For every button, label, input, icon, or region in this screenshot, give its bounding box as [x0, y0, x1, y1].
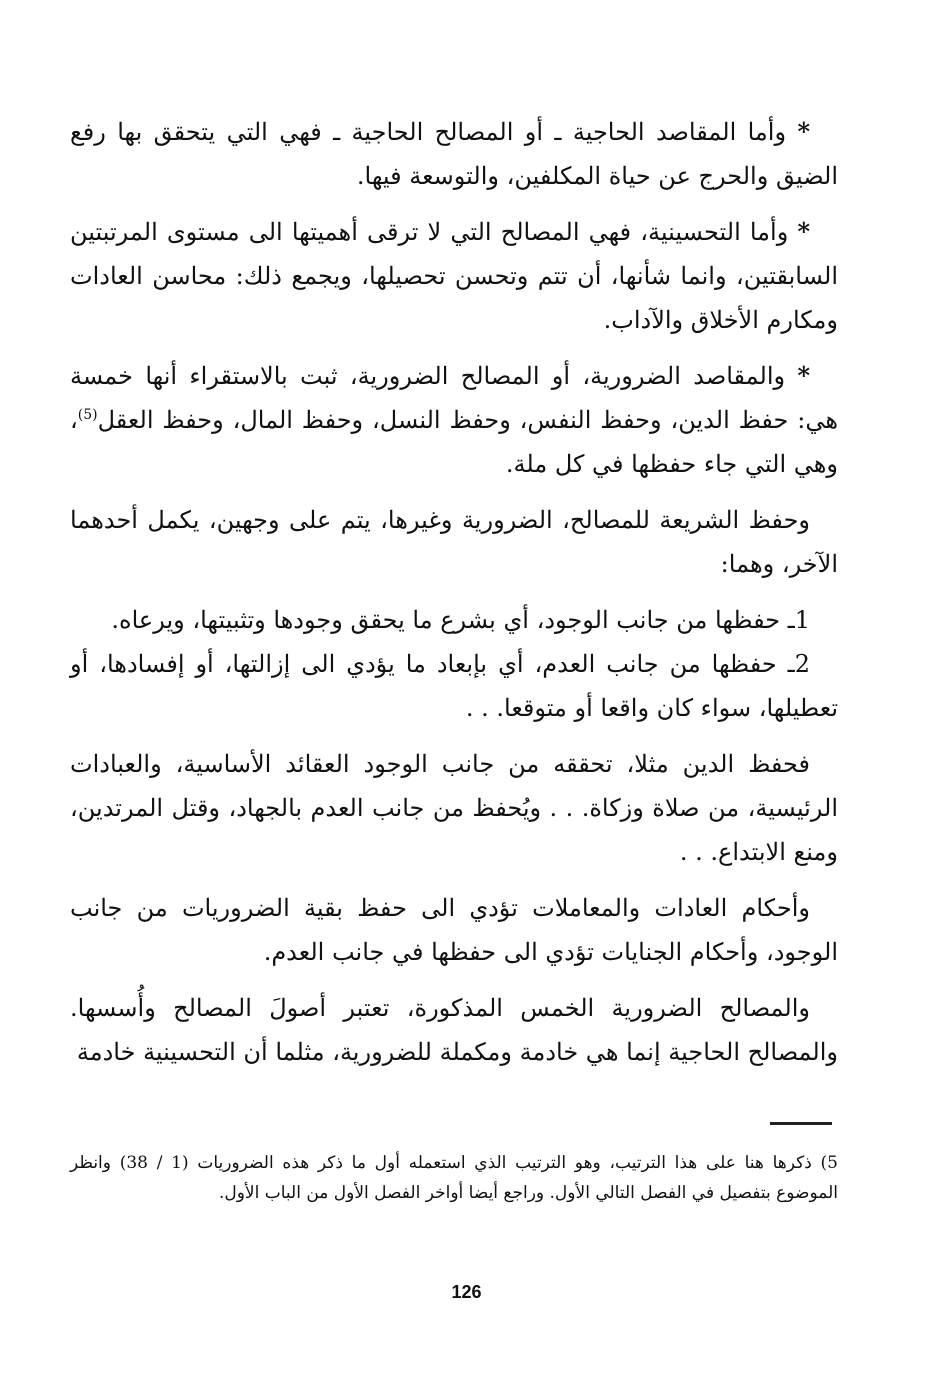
paragraph-text: وحفظ الشريعة للمصالح، الضرورية وغيرها، يتم على وجهين، يكمل أحدهما الآخر، وهما: [70, 506, 838, 578]
paragraph-text: وأما المقاصد الحاجية ـ أو المصالح الحاجية ـ فهي التي يتحقق بها رفع الضيق والحرج عن حياة المكلفين، والتوسعة فيها. [70, 118, 838, 190]
paragraph-text: وأحكام العادات والمعاملات تؤدي الى حفظ بقية الضروريات من جانب الوجود، وأحكام الجنايات تؤدي الى حفظها في جانب العدم. [70, 894, 838, 966]
paragraph-text: فحفظ الدين مثلا، تحققه من جانب الوجود العقائد الأساسية، والعبادات الرئيسية، من صلاة وزكاة. . . ويُحفظ من جانب العدم بالجهاد، وقتل المرتدين، ومنع الابتداع. . . [70, 750, 838, 866]
footnote-text: ذكرها هنا على هذا الترتيب، وهو الترتيب الذي استعمله أول ما ذكر هذه الضروريات (1 / 38) وانظر الموضوع بتفصيل في الفصل التالي الأول. وراجع أيضا أواخر الفصل الأول من الباب الأول. [70, 1153, 838, 1203]
paragraph-hajiyat [70, 110, 838, 198]
bullet-icon: * [797, 361, 810, 390]
footnote [70, 1148, 838, 1208]
footnote-number: 5) [820, 1153, 838, 1173]
paragraph-customs [70, 886, 838, 974]
page-body [70, 110, 838, 1086]
paragraph-text: وأما التحسينية، فهي المصالح التي لا ترقى أهميتها الى مستوى المرتبتين السابقتين، وانما شأنها، أن تتم وتحسن تحصيلها، ويجمع ذلك: محاسن العادات ومكارم الأخلاق والآداب. [70, 218, 838, 334]
list-item-nonexistence [70, 642, 838, 730]
paragraph-text: والمصالح الضرورية الخمس المذكورة، تعتبر أصولَ المصالح وأُسسها. والمصالح الحاجية إنما هي خادمة ومكملة للضرورية، مثلما أن التحسينية خادمة [70, 994, 838, 1066]
bullet-icon: * [797, 217, 810, 246]
bullet-icon: * [797, 117, 810, 146]
list-item-existence [70, 598, 838, 642]
paragraph-text: والمقاصد الضرورية، أو المصالح الضرورية، ثبت بالاستقراء أنها خمسة هي: حفظ الدين، وحفظ النفس، وحفظ النسل، وحفظ المال، وحفظ العقل [70, 362, 838, 434]
paragraph-five-essentials [70, 986, 838, 1074]
paragraph-text: 2ـ حفظها من جانب العدم، أي بإبعاد ما يؤدي الى إزالتها، أو إفسادها، أو تعطيلها، سواء كان واقعا أو متوقعا. . . [70, 650, 838, 722]
paragraph-text: ، وهي التي جاء حفظها في كل ملة. [70, 406, 838, 478]
paragraph-two-ways [70, 498, 838, 586]
paragraph-tahsiniyat [70, 210, 838, 342]
footnote-reference: (5) [77, 407, 98, 423]
page-number: 126 [451, 1282, 482, 1302]
paragraph-religion-example [70, 742, 838, 874]
paragraph-daruriyat [70, 354, 838, 486]
footnote-divider [770, 1122, 832, 1125]
paragraph-text: 1ـ حفظها من جانب الوجود، أي بشرع ما يحقق وجودها وتثبيتها، ويرعاه. [111, 606, 810, 634]
